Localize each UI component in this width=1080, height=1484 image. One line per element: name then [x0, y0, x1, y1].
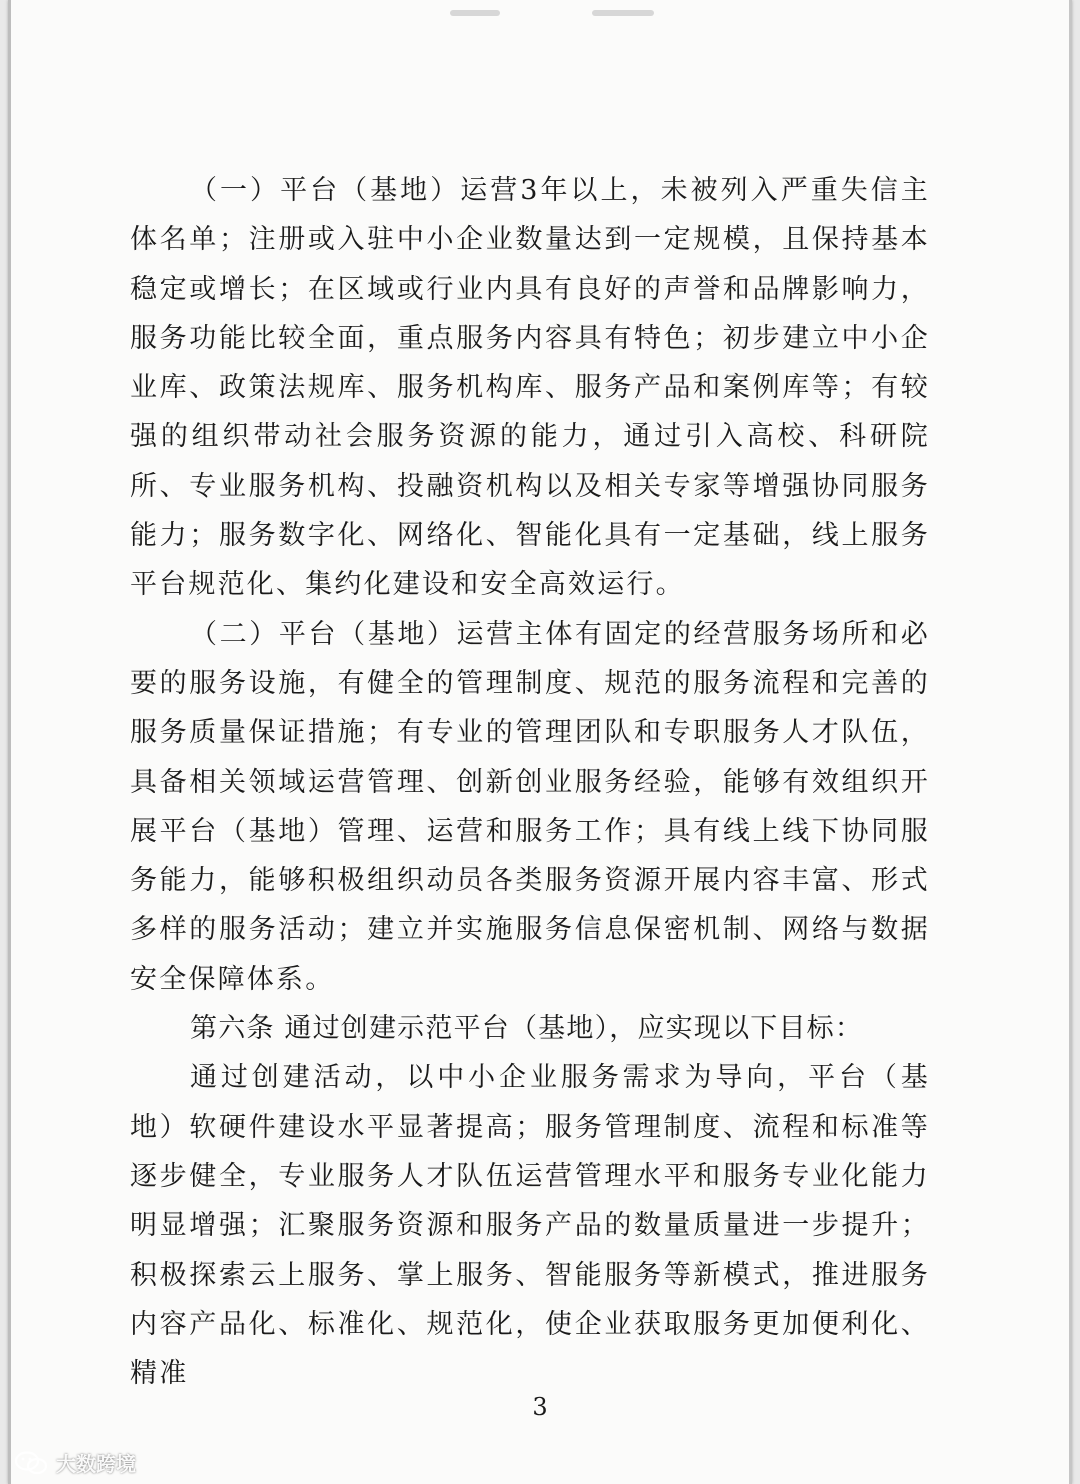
watermark-text: 大数跨境 [56, 1452, 136, 1476]
document-body [130, 166, 930, 1398]
scan-smudge [592, 10, 654, 16]
paragraph-2: （二）平台（基地）运营主体有固定的经营服务场所和必要的服务设施，有健全的管理制度、规范的服务流程和完善的服务质量保证措施；有专业的管理团队和专职服务人才队伍，具备相关领域运营管理、创新创业服务经验，能够有效组织开展平台（基地）管理、运营和服务工作；具有线上线下协同服务能力，能够积极组织动员各类服务资源开展内容丰富、形式多样的服务活动；建立并实施服务信息保密机制、网络与数据安全保障体系。 [130, 618, 930, 995]
wechat-logo-icon [14, 1450, 48, 1476]
watermark [14, 1448, 136, 1477]
paragraph-3: 通过创建活动，以中小企业服务需求为导向，平台（基地）软硬件建设水平显著提高；服务管理制度、流程和标准等逐步健全，专业服务人才队伍运营管理水平和服务专业化能力明显增强；汇聚服务资源和服务产品的数量质量进一步提升；积极探索云上服务、掌上服务、智能服务等新模式，推进服务内容产品化、标准化、规范化，使企业获取服务更加便利化、精准 [130, 1062, 930, 1390]
article-heading: 第六条 通过创建示范平台（基地），应实现以下目标： [190, 1013, 864, 1045]
scan-smudge [450, 10, 500, 16]
paragraph-1: （一）平台（基地）运营3年以上，未被列入严重失信主体名单；注册或入驻中小企业数量达到一定规模，且保持基本稳定或增长；在区域或行业内具有良好的声誉和品牌影响力，服务功能比较全面，重点服务内容具有特色；初步建立中小企业库、政策法规库、服务机构库、服务产品和案例库等；有较强的组织带动社会服务资源的能力，通过引入高校、科研院所、专业服务机构、投融资机构以及相关专家等增强协同服务能力；服务数字化、网络化、智能化具有一定基础，线上服务平台规范化、集约化建设和安全高效运行。 [130, 175, 930, 601]
page-edge-right [1069, 0, 1072, 1484]
page-number: 3 [532, 1393, 548, 1421]
page-edge-left [8, 0, 11, 1484]
